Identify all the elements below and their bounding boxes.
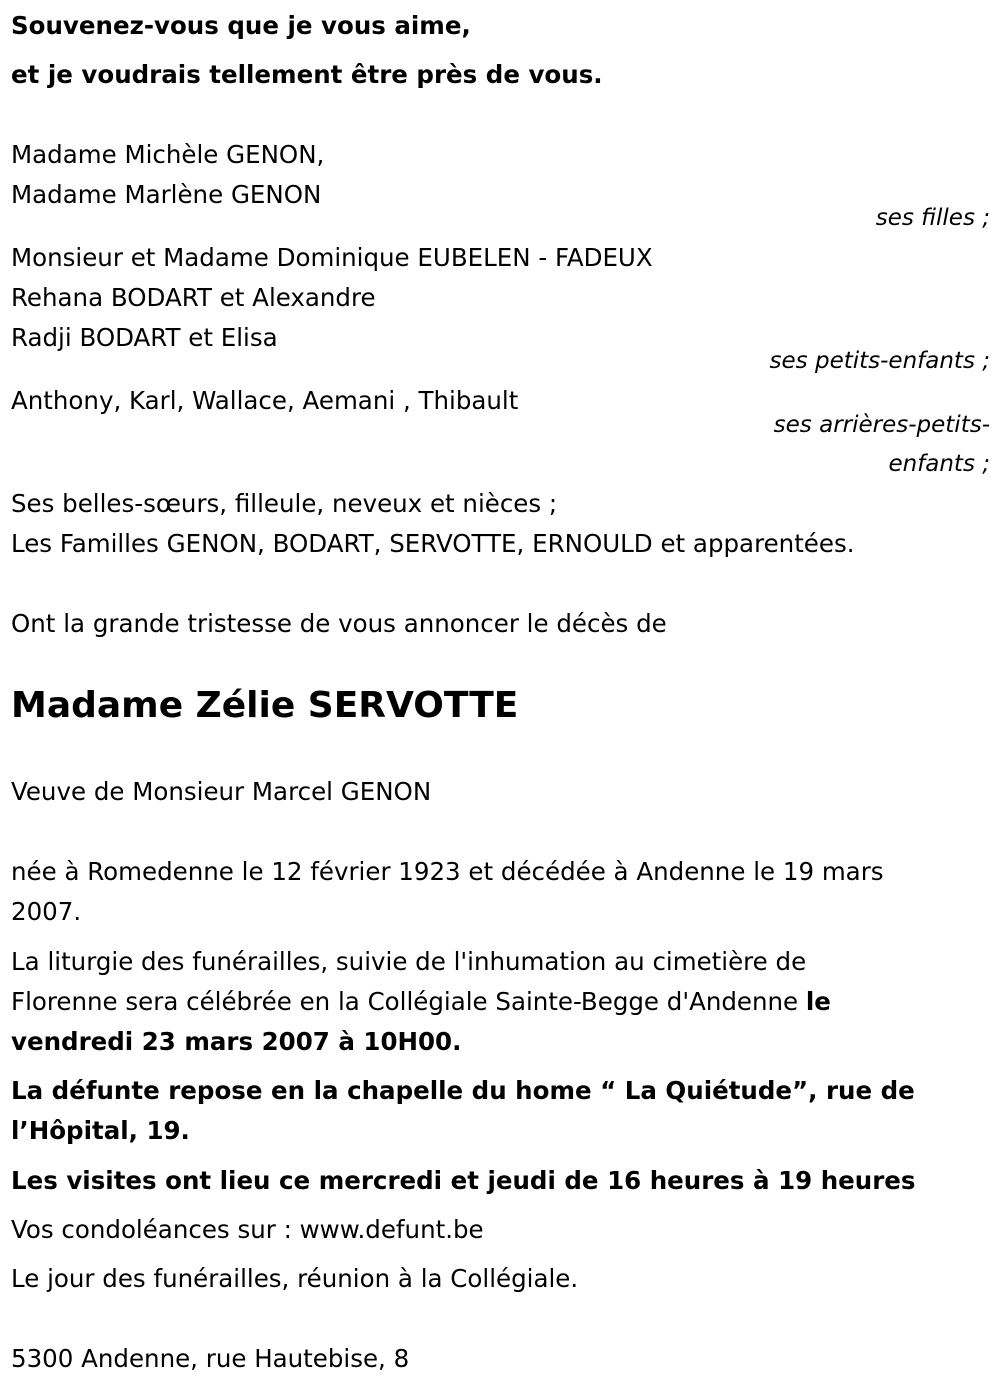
meeting: Le jour des funérailles, réunion à la Collégiale.: [11, 1264, 579, 1293]
relatives-line-1: Ses belles-sœurs, filleule, neveux et nièces ;: [11, 489, 558, 518]
daughter-name-2: Madame Marlène GENON: [11, 180, 322, 209]
born-died-line-1: née à Romedenne le 12 février 1923 et décédée à Andenne le 19 mars: [11, 857, 884, 886]
rest-line-1: La défunte repose en la chapelle du home “ La Quiétude”, rue de: [11, 1076, 915, 1105]
condolences: Vos condoléances sur : www.defunt.be: [11, 1215, 484, 1244]
grandchildren-relation: ses petits-enfants ;: [769, 348, 990, 374]
rest-line-2: l’Hôpital, 19.: [11, 1116, 190, 1145]
grandchild-name-1: Monsieur et Madame Dominique EUBELEN - FADEUX: [11, 243, 653, 272]
funeral-line-2-regular: Florenne sera célébrée en la Collégiale Sainte-Begge d'Andenne: [11, 987, 806, 1016]
visits: Les visites ont lieu ce mercredi et jeudi de 16 heures à 19 heures: [11, 1166, 916, 1195]
daughter-name-1: Madame Michèle GENON,: [11, 140, 325, 169]
grandchild-name-2: Rehana BODART et Alexandre: [11, 283, 376, 312]
address: 5300 Andenne, rue Hautebise, 8: [11, 1344, 410, 1373]
quote-line-2: et je voudrais tellement être près de vous.: [11, 60, 603, 89]
grandchild-name-3: Radji BODART et Elisa: [11, 323, 278, 352]
announcement: Ont la grande tristesse de vous annoncer le décès de: [11, 609, 667, 638]
funeral-line-1: La liturgie des funérailles, suivie de l'inhumation au cimetière de: [11, 947, 807, 976]
widow-of: Veuve de Monsieur Marcel GENON: [11, 777, 432, 806]
great-grandchildren-relation-line-1: ses arrières-petits-: [773, 412, 990, 438]
quote-line-1: Souvenez-vous que je vous aime,: [11, 11, 471, 40]
relatives-line-2: Les Familles GENON, BODART, SERVOTTE, ERNOULD et apparentées.: [11, 529, 855, 558]
funeral-line-2: [11, 982, 831, 1022]
deceased-name: Madame Zélie SERVOTTE: [11, 685, 519, 726]
daughters-relation: ses filles ;: [875, 205, 990, 231]
funeral-line-2-bold: le: [805, 987, 831, 1016]
great-grandchildren-names: Anthony, Karl, Wallace, Aemani , Thibault: [11, 386, 519, 415]
born-died-line-2: 2007.: [11, 897, 82, 926]
funeral-date: vendredi 23 mars 2007 à 10H00.: [11, 1027, 462, 1056]
great-grandchildren-relation-line-2: enfants ;: [888, 451, 990, 477]
